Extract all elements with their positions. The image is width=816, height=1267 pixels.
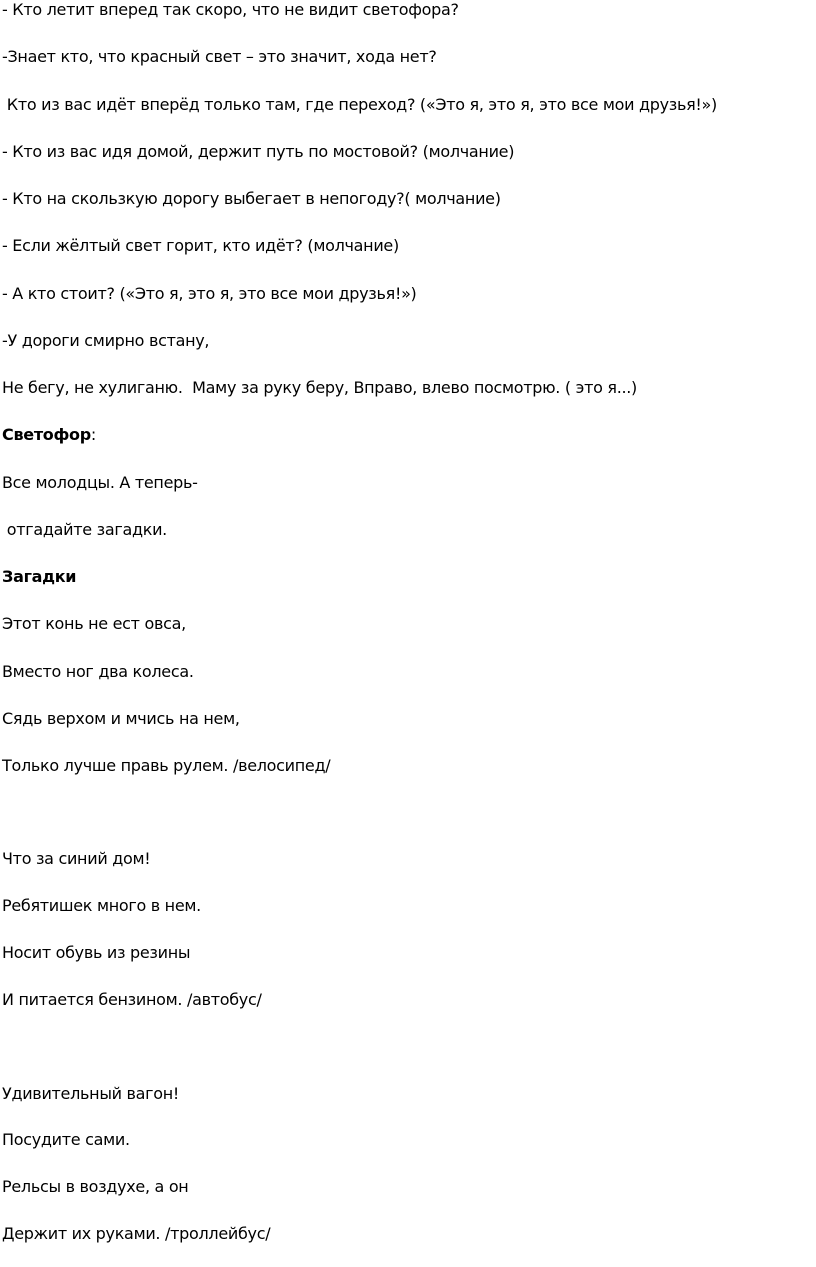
text-line: Все молодцы. А теперь-	[2, 473, 198, 492]
riddle-line: Вместо ног два колеса.	[2, 662, 194, 681]
text-line: -Знает кто, что красный свет – это значит, хода нет?	[2, 47, 437, 66]
riddle-line: Посудите сами.	[2, 1130, 130, 1149]
heading-zagadki: Загадки	[2, 567, 77, 586]
riddle-line: Сядь верхом и мчись на нем,	[2, 709, 240, 728]
riddle-line: Удивительный вагон!	[2, 1084, 180, 1103]
text-line: -У дороги смирно встану,	[2, 331, 210, 350]
riddle-line: И питается бензином. /автобус/	[2, 990, 262, 1009]
text-line: Кто из вас идёт вперёд только там, где переход? («Это я, это я, это все мои друзья!»)	[2, 95, 717, 114]
heading-colon: :	[90, 425, 96, 444]
text-line: отгадайте загадки.	[2, 520, 167, 539]
text-line: - Если жёлтый свет горит, кто идёт? (молчание)	[2, 236, 399, 255]
riddle-line: Только лучше правь рулем. /велосипед/	[2, 756, 331, 775]
text-line: - А кто стоит? («Это я, это я, это все мои друзья!»)	[2, 284, 417, 303]
text-line: - Кто летит вперед так скоро, что не видит светофора?	[2, 0, 459, 19]
riddle-line: Носит обувь из резины	[2, 943, 191, 962]
text-line: - Кто на скользкую дорогу выбегает в непогоду?( молчание)	[2, 189, 501, 208]
riddle-line: Рельсы в воздухе, а он	[2, 1177, 189, 1196]
text-line: Не бегу, не хулиганю. Маму за руку беру, Вправо, влево посмотрю. ( это я...)	[2, 378, 638, 397]
riddle-line: Что за синий дом!	[2, 849, 151, 868]
riddle-line: Ребятишек много в нем.	[2, 896, 201, 915]
text-line: - Кто из вас идя домой, держит путь по мостовой? (молчание)	[2, 142, 515, 161]
heading-line	[2, 425, 96, 445]
riddle-line: Этот конь не ест овса,	[2, 614, 186, 633]
riddle-line: Держит их руками. /троллейбус/	[2, 1224, 271, 1243]
heading-svetofor: Светофор	[2, 425, 91, 444]
